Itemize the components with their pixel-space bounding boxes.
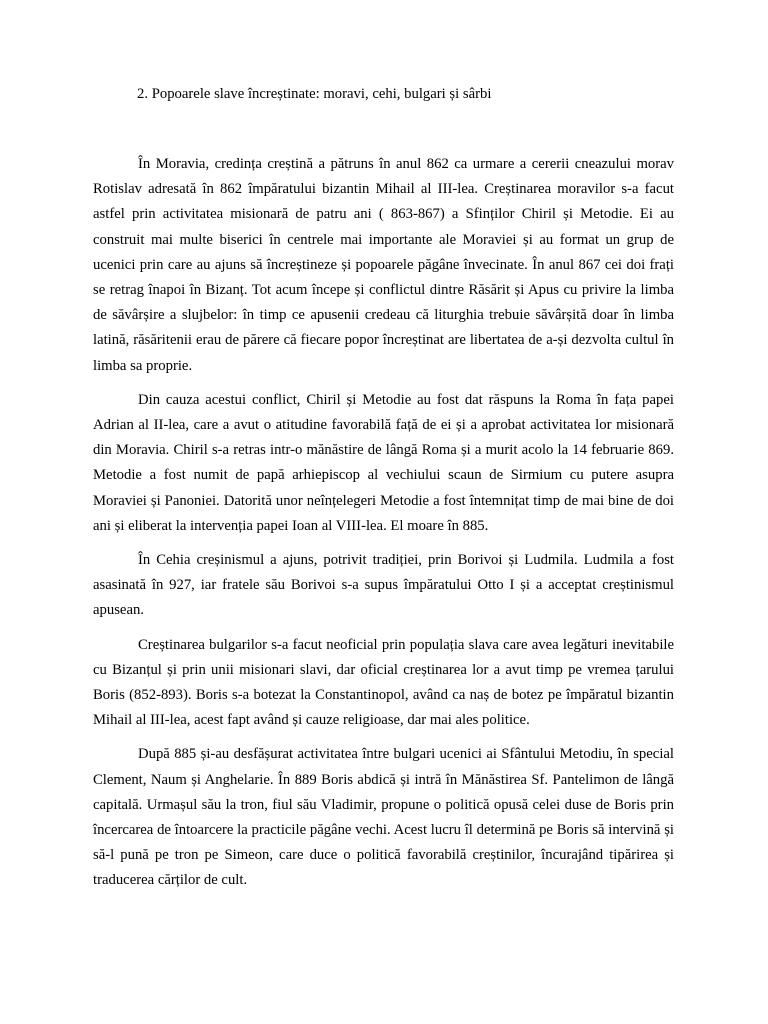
paragraph-chiril-metodie: Din cauza acestui conflict, Chiril și Metodie au fost dat răspuns la Roma în fața papei Adrian al II-lea, care a avut o atitudine favorabilă față de ei și a aprobat activitatea lor misionară din Moravia. Chiril s-a retras intr-o mănăstire de lângă Roma și a murit acolo la 14 februarie 869. Metodie a fost numit de papă arhiepiscop al vechiului scaun de Sirmium cu putere asupra Moraviei și Panoniei. Datorită unor neînțelegeri Metodie a fost întemnițat timp de mai bine de doi ani și eliberat la intervenția papei Ioan al VIII-lea. El moare în 885. [93, 391, 674, 534]
document-page [93, 82, 674, 903]
paragraph-boris-simeon: După 885 și-au desfășurat activitatea între bulgari ucenici ai Sfântului Metodiu, în special Clement, Naum și Anghelarie. În 889 Boris abdică și intră în Mănăstirea Sf. Pantelimon de lângă capitală. Urmașul său la tron, fiul său Vladimir, propune o politică opusă celei duse de Boris prin încercarea de întoarcere la practicile păgâne vechi. Acest lucru îl determină pe Boris să intervină și să-l pună pe tron pe Simeon, care duce o politică favorabilă creștinilor, încurajând tipărirea și traducerea cărților de cult. [93, 746, 674, 889]
section-heading: 2. Popoarele slave încreștinate: moravi, cehi, bulgari și sârbi [137, 86, 492, 102]
paragraph-moravia: În Moravia, credința creștină a pătruns în anul 862 ca urmare a cererii cneazului morav Rotislav adresată în 862 împăratului bizantin Mihail al III-lea. Creștinarea moravilor s-a facut astfel prin activitatea misionară de patru ani ( 863-867) a Sfinților Chiril și Metodie. Ei au construit mai multe biserici în centrele mai importante ale Moraviei și au format un grup de ucenici prin care au ajuns să încreștineze și popoarele păgâne învecinate. În anul 867 cei doi frați se retrag înapoi în Bizanț. Tot acum începe și conflictul dintre Răsărit și Apus cu privire la limba de săvârșire a slujbelor: în timp ce apusenii credeau că liturghia trebuie săvârșită doar în limba latină, răsăritenii erau de părere că fiecare popor încreștinat are libertatea de a-și dezvolta cultul în limba sa proprie. [93, 156, 674, 374]
document-body [93, 152, 674, 894]
paragraph-cehia: În Cehia creșinismul a ajuns, potrivit tradiției, prin Borivoi și Ludmila. Ludmila a fost asasinată în 927, iar fratele său Borivoi s-a supus împăratului Otto I și a acceptat creștinismul apusean. [93, 552, 674, 619]
paragraph-bulgari: Creștinarea bulgarilor s-a facut neoficial prin populația slava care avea legături inevitabile cu Bizanțul și prin unii misionari slavi, dar oficial creștinarea lor a avut timp pe vremea țarului Boris (852-893). Boris s-a botezat la Constantinopol, având ca naș de botez pe împăratul bizantin Mihail al III-lea, acest fapt având și cauze religioase, dar mai ales politice. [93, 636, 674, 729]
